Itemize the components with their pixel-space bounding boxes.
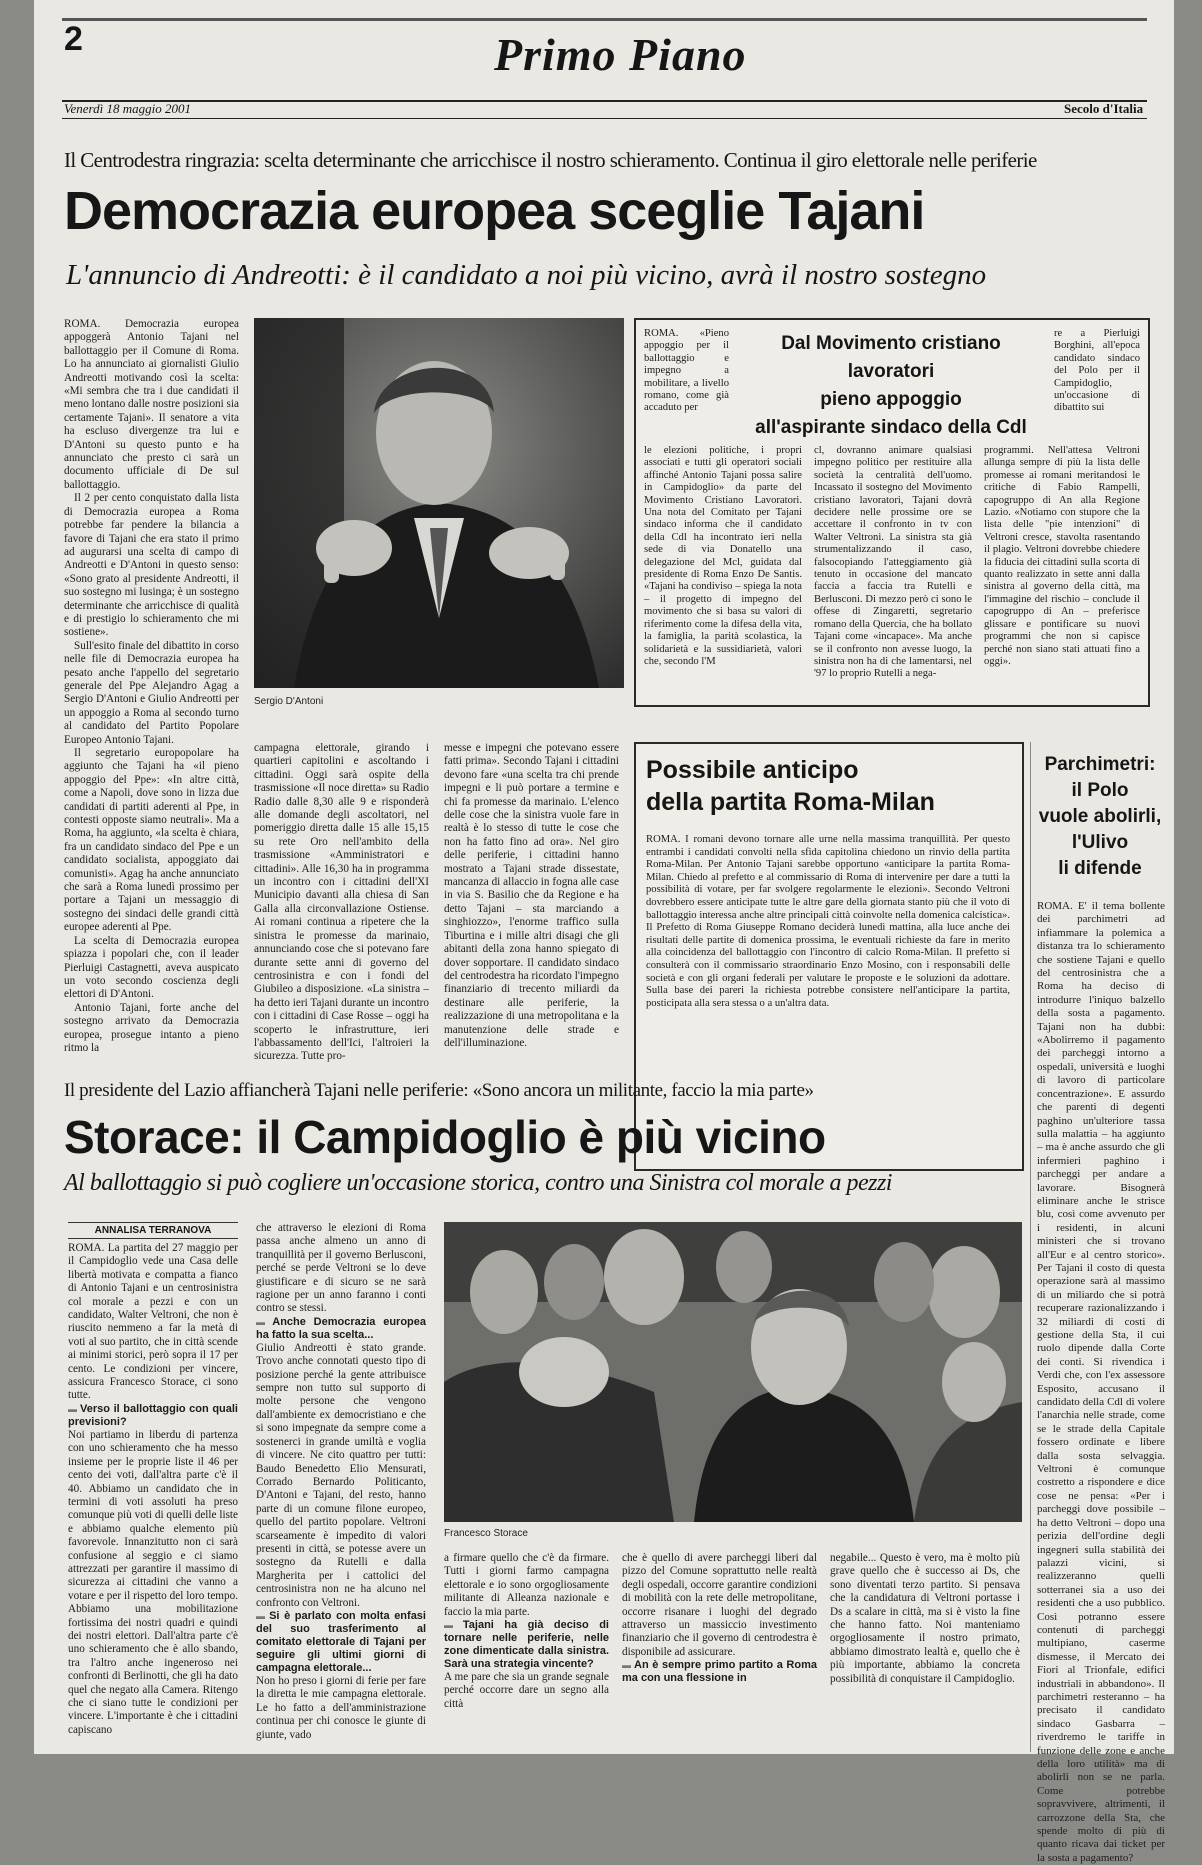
paragraph: che attraverso le elezioni di Roma passa anche almeno un anno di tranquillità per il governo Berlusconi, perché se perde Veltroni se lo deve giustificare e di sicuro se ne sarà ragione per un anno faranno i conti contro se stessi. xyxy=(256,1222,426,1315)
paragraph: Non ho preso i giorni di ferie per fare la diretta le mie campagna elettorale. Le ho fatto a dell'amministrazione continua per chi conosce le giunte di giunte, vado xyxy=(256,1674,426,1741)
box-title-line: pieno appoggio xyxy=(820,389,962,410)
top-story-column-3 xyxy=(444,742,619,1167)
box-roma-milan xyxy=(634,742,1024,1171)
paragraph: re a Pierluigi Borghini, all'epoca candidato sindaco del Polo per il Campidoglio, un'occasione di dibattito sui xyxy=(1054,328,1140,414)
paragraph: ROMA. E' il tema bollente dei parchimetri ad infiammare la polemica a distanza tra lo schieramento che sostiene Tajani e quello del centrosinistra che a Roma ha deciso di introdurre l'iniquo balzello della sosta a pagamento. Tajani non ha dubbi: «Abolirremo il pagamento dei parcheggi intorno a ospedali, università e luoghi di lavoro di particolare concentrazione». E assurdo che parenti di degenti paghino un'ulteriore tassa sulla malattia – ha aggiunto – ma è anche assurdo che gli infermieri paghino i parcheggi per andare a lavorare. Bisognerà eliminare anche le strisce blu, così come avvenuto per i residenti, in alcuni ministeri che si trovano all'Eur e al centro storico». Per Tajani il costo di questa operazione sarà al massimo di un miliardo che si potrà recuperare razionalizzando i 32 miliardi di costi di gestione della Sta, il cui ruolo dipende dalla Corte dei conti. Si rivendica i Verdi che, con l'ex assessore Esposito, accusano il candidato della Cdl di volere l'anarchia nelle strade, come se le strade della Capitale fossero ordinate e libere dalla sosta selvaggia. Veltroni è comunque costretto a rispondere e dice cose ne pensa: «Per i parcheggi dove possibile – ha detto Veltroni – dopo una perizia dell'ordine degli ingegneri sulla stabilità dei palazzi vicini, si realizzeranno quelli sotterranei sia a uso dei residenti che a uso pubblico. Così potranno essere contenuti di parcheggi multipiano, caserme dismesse, il Mercato dei Fiori al Trionfale, edifici industriali in abbandono». Il parchimetri resteranno – ha precisato il candidato sindaco Gasbarra – riverdremo le tariffe in funzione delle zone e anche della loro utilità» ma di abolirli non se ne parla. Come potrebbe sopravvivere, altrimenti, il carrozzone della Sta, che spende molto di più di quanto ricava dai ticket per la sosta a pagamento? xyxy=(1037,900,1165,1864)
paragraph: Il segretario europopolare ha aggiunto che Tajani ha «il pieno appoggio del Ppe»: «In altre città, come a Napoli, dove sono in lizza due candidati di partiti aderenti al Ppe, in contesti opposte siamo neutrali». Ma a Roma, ha aggiunto, «la scelta è chiara, fra un candidato sindaco del Ppe e un candidato socialista, appoggiato dai comunisti». Agag ha anche annunciato che sarà a Roma lunedì prossimo per portare a Tajani un messaggio di sostegno dei sindaci delle grandi città europee aderenti al Ppe. xyxy=(64,747,239,934)
box-title-line: li difende xyxy=(1058,858,1142,879)
paper-name: Secolo d'Italia xyxy=(1064,101,1144,116)
paragraph: Giulio Andreotti è stato grande. Trovo anche connotati questo tipo di posizione perché la gente attribuisce sempre non tutto sul supporto di molte persone che vengono dall'ambiente ex democristiano e che si sono impegnate da sempre come a sostenerci in grande umiltà e voglia di vincere. Ne cito quattro per tutti: Baudo Benedetto Elio Mensurati, Corrado Bernardo Politicanto, D'Antoni e Tajani, del resto, hanno parte di un comune filone europeo, quello del partito popolare. Veltroni scarseamente è impedito di valori presenti in città, se potesse avere un sostegno da Rutelli e dalla Margherita per i cattolici del centrosinistra non ne ha alcuno nel confronto con Veltroni. xyxy=(256,1341,426,1609)
storace-column-5 xyxy=(830,1552,1020,1747)
box-mcl-column-1 xyxy=(644,445,802,695)
paragraph: programmi. Nell'attesa Veltroni allunga sempre di più la lista delle promesse ai romani meritandosi le critiche di Fabio Rampelli, capogruppo di An alla Regione Lazio. «Notiamo con stupore che la lista delle "pie intenzioni" di Veltroni cresce, stavolta rasentando il plagio. Veltroni dovrebbe chiedere la fiducia dei cittadini sulla scorta di quanto realizzato in sette anni dalla sinistra al governo della città, ma l'immagine del rischio – conclude il capogruppo di An – preferisce glissare e pontificare su nuovi programmi che non si capisce perché non siano stati attuati fino a oggi». xyxy=(984,445,1140,667)
photo-storace xyxy=(444,1222,1022,1522)
paragraph: a firmare quello che c'è da firmare. Tutti i giorni farmo campagna elettorale e io sono orgogliosamente militante di Alleanza nazionale e faccio la mia parte. xyxy=(444,1552,609,1618)
masthead-rule xyxy=(62,100,1147,102)
photo-caption-storace: Francesco Storace xyxy=(444,1528,528,1539)
interview-question: ▬ Si è parlato con molta enfasi del suo trasferimento al comitato elettorale di Tajani per seguire gli ultimi giorni di campagna elettorale... xyxy=(256,1610,426,1675)
box-title-line: l'Ulivo xyxy=(1071,832,1129,853)
box-title-line: il Polo xyxy=(1071,780,1129,801)
paragraph: Antonio Tajani, forte anche del sostegno arrivato da Democrazia europea, prosegue intanto a pieno ritmo la xyxy=(64,1001,239,1054)
paragraph: ROMA. La partita del 27 maggio per il Campidoglio vede una Casa delle libertà motivata e compatta a fianco di Antonio Tajani e un centrosinistra col morale a pezzi e con un candidato, Walter Veltroni, che non è riuscito nemmeno a far la metà di voti al suo partito, che in città scende ai minimi storici, però sopra il 17 per cento. Le condizioni per vincere, assicura Francesco Storace, ci sono tutte. xyxy=(68,1242,238,1402)
date-rule xyxy=(62,118,1147,119)
storace-column-1 xyxy=(68,1242,238,1747)
box-mcl-column-2 xyxy=(814,445,972,695)
page-number: 2 xyxy=(64,20,83,58)
interview-question: ▬ Verso il ballottaggio con quali previsioni? xyxy=(68,1403,238,1429)
paragraph: ROMA. I romani devono tornare alle urne nella massima tranquillità. Per questo entrambi i candidati convolti nella sfida capitolina chiedono un rinvio della partita Roma-Milan. Per Antonio Tajani sarebbe opportuno «anticipare la partita Roma-Milan. Chiedo al prefetto e al commissario di Roma di intervenire per dare a tutti la possibilità di votare, per far svolgere regolarmente le elezioni». Secondo Veltroni dovrebbero essere anticipate tutte le altre gare della giornata stanto più che il voto di ballottaggio interessa anche altre principali città coinvolte nella domenica calcistica». Il Prefetto di Roma Giuseppe Romano deciderà lunedì mattina, alla luce anche dei risultati delle partite di domenica prossima, le eventuali richieste da fare in merito alla coincidenza del ballottaggio con l'incontro di calcio Roma-Milan. Il prefetto si consulterà con il commissario straordinario Enzo Mosino, con i responsabili delle società e con gli organi federali per valutare le proposte e le soluzioni da adottare. Sulla base dei pareri la richiesta potrebbe consistere nell'anticipare la partita, posticipata alla sera stessa o a un'altra data. xyxy=(646,834,1010,1009)
box-title-line: Possibile anticipo xyxy=(646,756,859,784)
top-story-headline: Democrazia europea sceglie Tajani xyxy=(64,181,925,241)
newspaper-page xyxy=(34,0,1174,1864)
box-mcl-column-3 xyxy=(984,445,1140,695)
box-parchimetri xyxy=(1030,742,1169,1864)
box-mcl-title xyxy=(736,330,1046,442)
top-story-column-1 xyxy=(64,318,239,1168)
photo-caption-dantoni: Sergio D'Antoni xyxy=(254,696,324,707)
storace-headline: Storace: il Campidoglio è più vicino xyxy=(64,1111,826,1163)
box-parchimetri-body xyxy=(1037,900,1165,1864)
top-rule xyxy=(62,18,1147,21)
box-mcl-left-top xyxy=(644,328,729,446)
dantoni-portrait xyxy=(254,318,624,688)
storace-column-3 xyxy=(444,1552,609,1747)
storace-column-2 xyxy=(256,1222,426,1747)
section-title: Primo Piano xyxy=(494,29,747,80)
box-title-line: Dal Movimento cristiano lavoratori xyxy=(781,333,1001,382)
box-title-line: vuole abolirli, xyxy=(1038,806,1162,827)
paragraph: La scelta di Democrazia europea spiazza i popolari che, con il leader Pierluigi Castagnetti, aveva auspicato un voto secondo coscienza degli elettori di D'Antoni. xyxy=(64,934,239,1001)
box-mcl-right-top xyxy=(1054,328,1140,446)
box-title-line: della partita Roma-Milan xyxy=(646,788,935,816)
box-parchimetri-title xyxy=(1033,752,1167,882)
interview-question: ▬ An è sempre primo partito a Roma ma con una flessione in xyxy=(622,1659,817,1685)
box-derby-title xyxy=(646,754,1012,818)
paragraph: messe e impegni che potevano essere fatti prima». Secondo Tajani i cittadini devono fare «una scelta tra chi prende impegni e li può portare a termine e chi fa promesse da marinaio. L'elenco delle cose che la sinistra vuole fare in realtà è lo stesso di tutte le cose che non ha fatto fino ad ora». Nel giro delle periferie, i cittadini hanno mostrato a Tajani strade dissestate, mancanza di allaccio in fogna alle case in via S. Basilio che da Regione e ha detto Tajani – sta marciando a singhiozzo», l'enorme traffico sulla Tiburtina e i mille altri disagi che gli abitanti della zona hanno spiegato di dover sopportare. Il candidato sindaco del centrodestra ha ricordato l'impegno finanziario di trecento miliardi da destinare alle periferie, la realizzazione di una metropolitana e la manutenzione delle strade e dell'illuminazione. xyxy=(444,742,619,1049)
paragraph: Noi partiamo in liberdu di partenza con uno schieramento che ha messo insieme per le proprie liste il 46 per cento dei voti, dall'altra parte c'è il 40. Abbiamo un candidato che in termini di voti assoluti ha preso comunque più voti di quelli delle liste e abbiamo qualche elemento più favorevole. Innanzitutto non ci sarà confusione al seggio e ci siamo attrezzati per garantire il massimo di sicurezza ai cittadini che vanno a votare e per il rispetto del loro tempo. Abbiamo una mobilitazione fortissima dei nostri quadri e quindi dei nostri elettori. Dall'altra parte c'è uno schieramento che è allo sbando, tra l'altro anche ingeneroso nei confronti di Berlinotti, che gli ha dato quel che negato alla Camera. Ritengo che ci siano tutte le condizioni per vincere. L'importante è che i cittadini capiscano xyxy=(68,1428,238,1736)
box-title-line: Parchimetri: xyxy=(1044,754,1156,775)
paragraph: cl, dovranno animare qualsiasi impegno politico per restituire alla società la centralità dell'uomo. Incassato il sostegno del Movimento cristiano lavoratori, Tajani dovrà decidere nelle prossime ore se accettare il confronto in tv con Walter Veltroni. La sinistra sta già strumentalizzando il caso, falsocopiando l'atteggiamento già tenuto in occasione del mancato faccia a faccia tra Rutelli e Berlusconi. Di mezzo però ci sono le offese di Zingaretti, segretario romano della Quercia, che ha bollato Tajani come «incapace». Ma anche se il confronto non avesse luogo, la sinistra non ha di che lamentarsi, nel '97 lo proprio Rutelli a nega- xyxy=(814,445,972,680)
paragraph: negabile... Questo è vero, ma è molto più grave quello che è successo ai Ds, che sono diventati terzo partito. Si pensava che la candidatura di Veltroni portasse i Ds a scalare in città, ma si è visto la fine che hanno fatto. Noi manteniamo orgogliosamente il nostro primato, abbiamo dimostrato lealtà e, quello che è più importante, abbiamo la concreta possibilità di conquistare il Campidoglio. xyxy=(830,1552,1020,1685)
paragraph: A me pare che sia un grande segnale perché occorre dare un segno alla città xyxy=(444,1671,609,1710)
interview-question: ▬ Anche Democrazia europea ha fatto la sua scelta... xyxy=(256,1316,426,1342)
byline: ANNALISA TERRANOVA xyxy=(68,1222,238,1239)
storace-subheadline: Al ballottaggio si può cogliere un'occasione storica, contro una Sinistra col morale a pezzi xyxy=(64,1170,892,1196)
paragraph: ROMA. Democrazia europea appoggerà Antonio Tajani nel ballottaggio per il Comune di Roma. Lo ha annunciato ai giornalisti Giulio Andreotti motivando così la scelta: «Mi sembra che tra i due candidati il meno lontano dalle nostre posizioni sia certamente Tajani». Il senatore a vita ha escluso divergenze tra lui e D'Antoni su questo punto e ha annunciato che presto ci sarà un documento ufficiale di De sul ballottaggio. xyxy=(64,318,239,491)
paragraph: che è quello di avere parcheggi liberi dal pizzo del Comune soprattutto nelle realtà degli ospedali, occorre garantire condizioni di mobilità con la rete delle metropolitane, occorre risanare i luoghi del degrado attraverso un massiccio investimento finanziario che il governo di centrodestra è disponibile ad assicurare. xyxy=(622,1552,817,1658)
paragraph: le elezioni politiche, i propri associati e tutti gli operatori sociali affinché Antonio Tajani possa salire in Campidoglio» da parte del Movimento Cristiano Lavoratori. Una nota del Comitato per Tajani sindaco informa che il candidato della Cdl ha incontrato ieri nella sede di via Donatello una delegazione del Mcl, guidata dal presidente di Roma Enzo De Santis. «Tajani ha condiviso – spiega la nota – il progetto di impegno del movimento che si basa su valori di riferimento come la difesa della vita, la famiglia, la parità scolastica, la solidarietà e la sussidiarietà, valori che, secondo l'M xyxy=(644,445,802,667)
photo-dantoni xyxy=(254,318,624,688)
paragraph: Il 2 per cento conquistato dalla lista di Democrazia europea a Roma potrebbe far pendere la bilancia a favore di Tajani che era stato il primo ad augurarsi una scelta di campo di Andreotti e D'Antoni in questo senso: «Sono grato al presidente Andreotti, il suo sostegno mi lusinga; è un sostegno determinante che arricchisce di qualità e di prestigio lo schieramento che mi sostiene». xyxy=(64,492,239,639)
paragraph: campagna elettorale, girando i quartieri capitolini e ascoltando i cittadini. Oggi sarà ospite della trasmissione «Il noce diretta» su Radio Radio dalle 8,30 alle 9 e risponderà alle domande degli ascoltatori, nel pomeriggio diretta dalle 15 alle 15,15 su rete Oro nell'ambito della trasmissione «Amministratori e cittadini». Alle 16,30 ha in programma un incontro con i cittadini dell'XI Municipio davanti alla chiesa di San Galla alla circonvallazione Ostiense. Ai romani continua a ripetere che la sinistra le promesse da marinaio, annunciando cose che si potevano fare durante sette anni di governo del centrosinistra e con i fondi del Giubileo a disposizione. «La sinistra – ha detto ieri Tajani durante un incontro con i cittadini di Case Rosse – oggi ha scoperto le infrastrutture, ieri l'abbassamento dell'Ici, l'altroieri la sicurezza. Tutte pro- xyxy=(254,742,429,1063)
paragraph: Sull'esito finale del dibattito in corso nelle file di Democrazia europea ha pesato anche l'appello del segretario generale del Ppe Alejandro Agag a Sergio D'Antoni e Giulio Andreotti per un appoggio a Roma al secondo turno al candidato del Partito Popolare Europeo Antonio Tajani. xyxy=(64,639,239,746)
top-story-subheadline: L'annuncio di Andreotti: è il candidato a noi più vicino, avrà il nostro sostegno xyxy=(66,259,987,291)
issue-date: Venerdì 18 maggio 2001 xyxy=(64,101,191,116)
top-story-column-2 xyxy=(254,742,429,1167)
box-title-line: all'aspirante sindaco della Cdl xyxy=(755,417,1027,438)
top-story-kicker: Il Centrodestra ringrazia: scelta determinante che arricchisce il nostro schieramento. Continua il giro elettorale nelle periferie xyxy=(64,148,1037,172)
storace-column-4 xyxy=(622,1552,817,1747)
box-mcl xyxy=(634,318,1150,707)
paragraph: ROMA. «Pieno appoggio per il ballottaggio e impegno a mobilitare, a livello romano, come già accaduto per xyxy=(644,328,729,414)
storace-crowd-photo xyxy=(444,1222,1022,1522)
interview-question: ▬ Tajani ha già deciso di tornare nelle periferie, nelle zone dimenticate dalla sinistra. Sarà una strategia vincente? xyxy=(444,1619,609,1671)
storace-kicker: Il presidente del Lazio affiancherà Tajani nelle periferie: «Sono ancora un militante, faccio la mia parte» xyxy=(64,1080,814,1101)
